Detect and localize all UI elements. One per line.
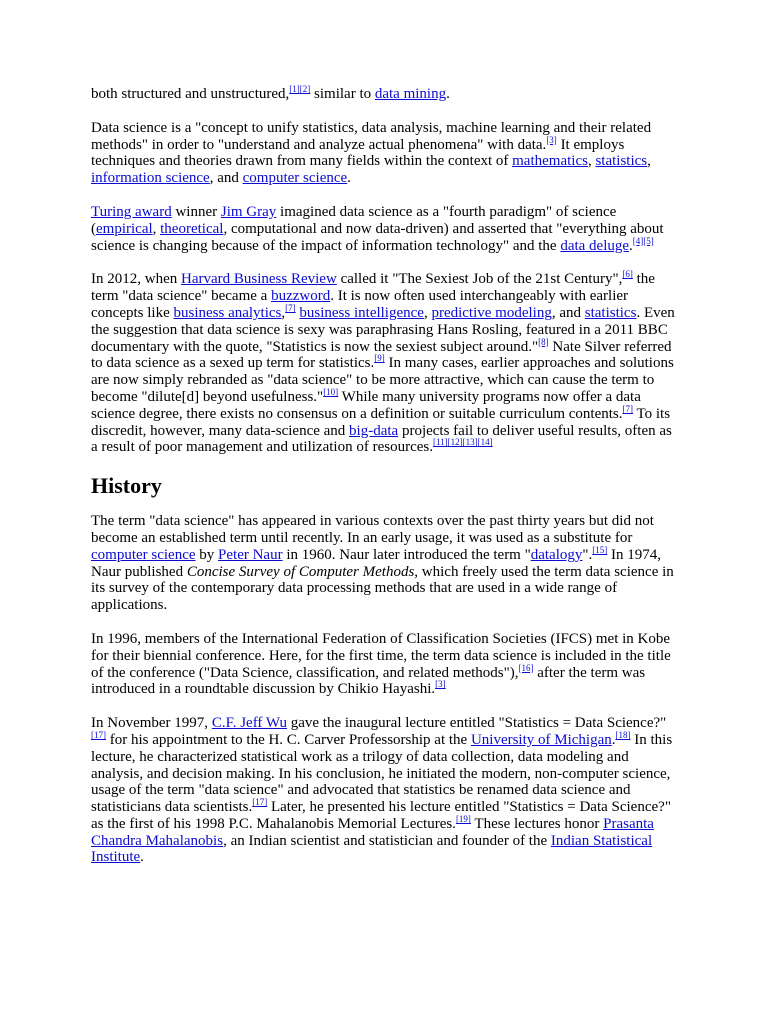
text: These lectures honor [470,815,604,832]
text: . [140,849,144,866]
text: , and [551,304,585,321]
text: . [347,170,351,187]
text: , [423,304,432,321]
text: by [195,546,219,563]
citation-link-6[interactable]: [6] [622,269,633,280]
link-indian-statistical-institute[interactable]: Indian Statistical Institute [91,832,653,866]
text: called it "The Sexiest Job of the 21st Century", [336,271,623,288]
link-jim-gray[interactable]: Jim Gray [220,203,277,220]
paragraph-ifcs-1996 [91,631,681,698]
paragraph-history-origins [91,513,681,614]
text: While many university programs now offer a data science degree, there exists no consensus on a definition or suitable curriculum contents. [91,388,641,422]
link-theoretical[interactable]: theoretical [160,220,224,237]
link-statistics[interactable]: statistics [584,304,637,321]
citation [374,353,385,363]
citation [633,236,654,246]
citation-link-5[interactable]: [5] [643,235,654,246]
paragraph-sexiest-job [91,271,681,456]
citation [435,679,446,689]
link-empirical[interactable]: empirical [96,220,153,237]
citation [518,663,533,673]
link-datalogy[interactable]: datalogy [530,546,583,563]
text: . [446,86,450,102]
link-turing-award[interactable]: Turing award [91,203,172,220]
citation [623,404,634,414]
citation [433,437,493,447]
link-peter-naur[interactable]: Peter Naur [218,546,283,563]
text: , which freely used the term data science in its survey of the contemporary data processing methods that are used in a wide range of applications. [91,563,674,614]
link-statistics[interactable]: statistics [595,153,648,170]
citation-link-18[interactable]: [18] [615,729,631,740]
text: Later, he presented his lecture entitled "Statistics = Data Science?" as the first of his 1998 P.C. Mahalanobis Memorial Lectures. [91,799,671,832]
citation [285,303,296,313]
text: . [611,731,616,748]
citation-link-10[interactable]: [10] [323,386,339,397]
paragraph-jeff-wu-1997 [91,715,681,866]
citation-link-16[interactable]: [16] [518,662,534,673]
link-business-analytics[interactable]: business analytics [173,304,282,321]
citation [616,730,631,740]
link-information-science[interactable]: information science [91,170,210,187]
text: in 1960. Naur later introduced the term " [282,546,531,563]
link-computer-science[interactable]: computer science [91,546,196,563]
citation-link-17[interactable]: [17] [91,729,106,740]
text: In this lecture, he characterized statistical work as a trilogy of data collection, data modeling and analysis, and decision making. In his conclusion, he initiated the modern, non-computer science, usage of the term "data science" and advocated that statistics be renamed data science and statisticians data scientists. [91,731,673,816]
text: ". [582,546,593,563]
paragraph-definition [91,120,681,187]
text: , an Indian scientist and statistician and founder of the [223,832,551,849]
text: after the term was introduced in a roundtable discussion by Chikio Hayashi. [91,664,646,698]
citation-link-19[interactable]: [19] [455,813,471,824]
link-cf-jeff-wu[interactable]: C.F. Jeff Wu [211,715,287,732]
citation-link-8[interactable]: [8] [538,336,549,347]
citation [252,797,267,807]
text: winner [171,203,221,220]
citation-link-17b[interactable]: [17] [252,797,268,808]
link-university-of-michigan[interactable]: University of Michigan [470,731,612,748]
text: . [629,237,633,254]
text: , [647,153,651,170]
text: the term "data science" became a [91,271,655,305]
text: , [587,153,596,170]
text: Nate Silver referred to data science as a sexed up term for statistics. [91,338,672,372]
text: . It is now often used interchangeably with earlier concepts like [91,288,629,321]
text: , [281,304,286,321]
text: The term "data science" has appeared in various contexts over the past thirty years but did not become an established term until recently. In an early usage, it was used as a substitute for [91,513,654,546]
text: for his appointment to the H. C. Carver Professorship at the [106,731,471,748]
text: projects fail to deliver useful results, often as a result of poor management and utilization of resources. [91,422,672,456]
text: In November 1997, [91,715,212,732]
link-data-deluge[interactable]: data deluge [560,237,630,254]
link-prasanta-chandra-mahalanobis[interactable]: Prasanta Chandra Mahalanobis [91,815,654,849]
citation-link-14[interactable]: [14] [477,437,493,448]
citation-link-3[interactable]: [3] [546,134,557,145]
paragraph-intro-tail [91,86,681,103]
citation-link-15[interactable]: [15] [592,544,608,555]
link-data-mining[interactable]: data mining [374,86,447,102]
section-heading-history: History [91,473,162,499]
citation [592,545,607,555]
text: Data science is a "concept to unify statistics, data analysis, machine learning and their related methods" in order to "understand and analyze actual phenomena" with data. [91,119,652,153]
book-title: Concise Survey of Computer Methods [186,563,415,580]
citation-link-12[interactable]: [12] [447,437,463,448]
citation-link-4[interactable]: [4] [632,235,644,246]
citation-link-1[interactable]: [1] [289,84,300,94]
text: To its discredit, however, many data-science and [91,405,671,439]
text: imagined data science as a "fourth paradigm" of science ( [91,203,617,237]
citation [622,269,633,279]
text: . Even the suggestion that data science is sexy was paraphrasing Hans Rosling, featured in a 2011 BBC documentary with the quote, "Statistics is now the sexiest subject around." [91,304,675,355]
text: In 2012, when [91,271,181,288]
link-mathematics[interactable]: mathematics [512,153,588,170]
citation-link-2[interactable]: [2] [299,84,311,94]
paragraph-fourth-paradigm [91,204,681,254]
link-big-data[interactable]: big-data [349,422,399,439]
citation-link-7b[interactable]: [7] [622,403,634,414]
article-body [91,86,681,883]
citation-link-9[interactable]: [9] [374,353,385,364]
text: In many cases, earlier approaches and solutions are now simply rebranded as "data science" to be more attractive, which can cause the term to become "dilute[d] beyond usefulness." [91,355,674,405]
link-predictive-modeling[interactable]: predictive modeling [431,304,552,321]
text: gave the inaugural lecture entitled "Statistics = Data Science?" [286,715,667,732]
link-business-intelligence[interactable]: business intelligence [299,304,424,321]
citation [538,337,549,347]
citation-link-11[interactable]: [11] [432,437,448,448]
text: In 1974, Naur published [91,546,662,580]
text: , [152,220,161,237]
text: It employs techniques and theories drawn from many fields within the context of [91,136,625,170]
text: , computational and now data-driven) and asserted that "everything about science is changing because of the impact of information technology" and the [91,220,664,254]
text: In 1996, members of the International Federation of Classification Societies (IFCS) met in Kobe for their biennial conference. Here, for the first time, the term data science is included in the title of the conference ("Data Science, classification, and related methods"), [91,630,671,681]
link-harvard-business-review[interactable]: Harvard Business Review [181,271,337,288]
text: both structured and unstructured, [91,86,290,102]
text: similar to [310,86,375,102]
citation [456,814,471,824]
text: , and [209,170,243,187]
link-buzzword[interactable]: buzzword [271,288,331,305]
citation [91,730,106,740]
citation [289,84,310,94]
citation-link-7[interactable]: [7] [285,302,296,313]
citation-link-13[interactable]: [13] [462,437,478,448]
link-computer-science[interactable]: computer science [242,170,348,187]
citation [323,387,338,397]
citation-link-3b[interactable]: [3] [435,679,446,690]
citation [546,135,557,145]
